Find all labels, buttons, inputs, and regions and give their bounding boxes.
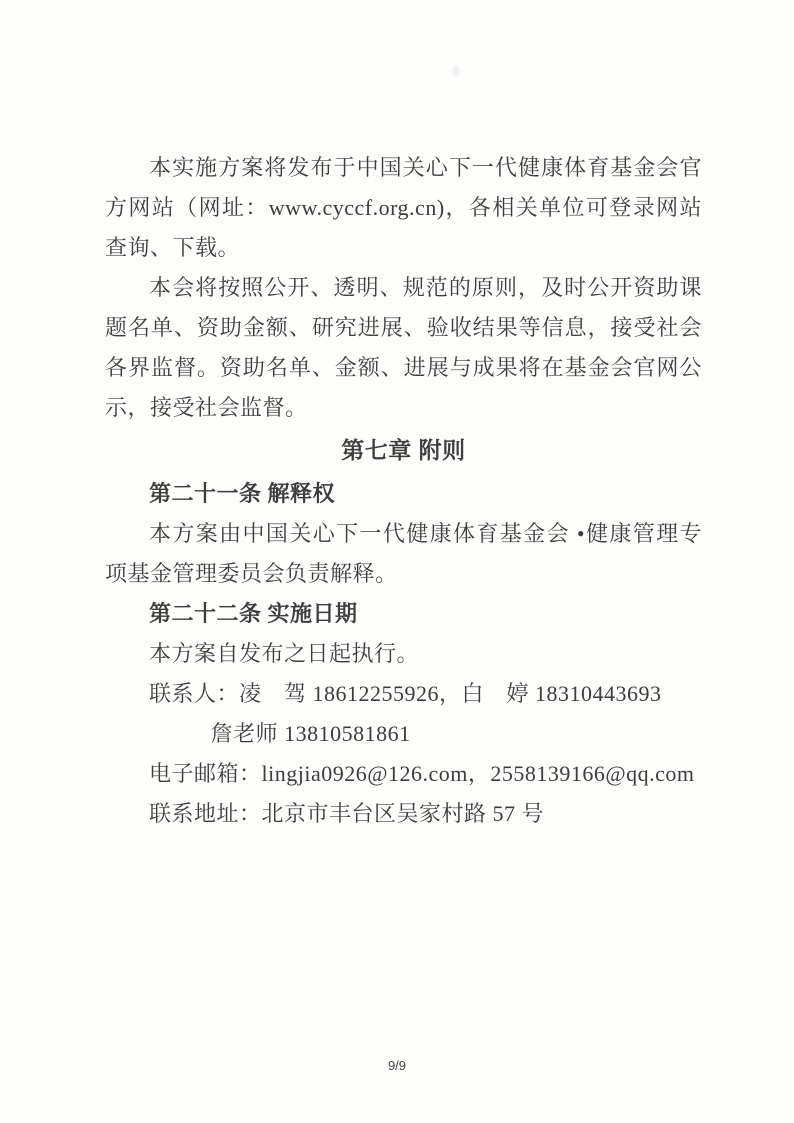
article-21-heading: 第二十一条 解释权 (149, 481, 336, 506)
paragraph-publish-notice: 本实施方案将发布于中国关心下一代健康体育基金会官方网站（网址：www.cyccf.org.cn)，各相关单位可登录网站查询、下载。 (105, 155, 702, 260)
article-22-body: 本方案自发布之日起执行。 (149, 641, 420, 666)
chapter-7-title: 第七章 附则 (341, 437, 466, 463)
page-content (105, 148, 702, 834)
page-number: 9/9 (387, 1058, 407, 1073)
contact-person-line-2: 詹老师 13810581861 (210, 721, 411, 746)
contact-person-line: 联系人：凌 驾 18612255926，白 婷 18310443693 (149, 681, 662, 706)
scan-artifact (452, 66, 460, 76)
paragraph-supervision-notice: 本会将按照公开、透明、规范的原则，及时公开资助课题名单、资助金额、研究进展、验收结果等信息，接受社会各界监督。资助名单、金额、进展与成果将在基金会官网公示，接受社会监督。 (105, 275, 702, 420)
article-22-heading: 第二十二条 实施日期 (149, 601, 358, 626)
contact-address-line: 联系地址：北京市丰台区吴家村路 57 号 (149, 801, 545, 826)
contact-email-line: 电子邮箱：lingjia0926@126.com，2558139166@qq.com (149, 761, 695, 786)
article-21-body: 本方案由中国关心下一代健康体育基金会 •健康管理专项基金管理委员会负责解释。 (105, 521, 702, 586)
